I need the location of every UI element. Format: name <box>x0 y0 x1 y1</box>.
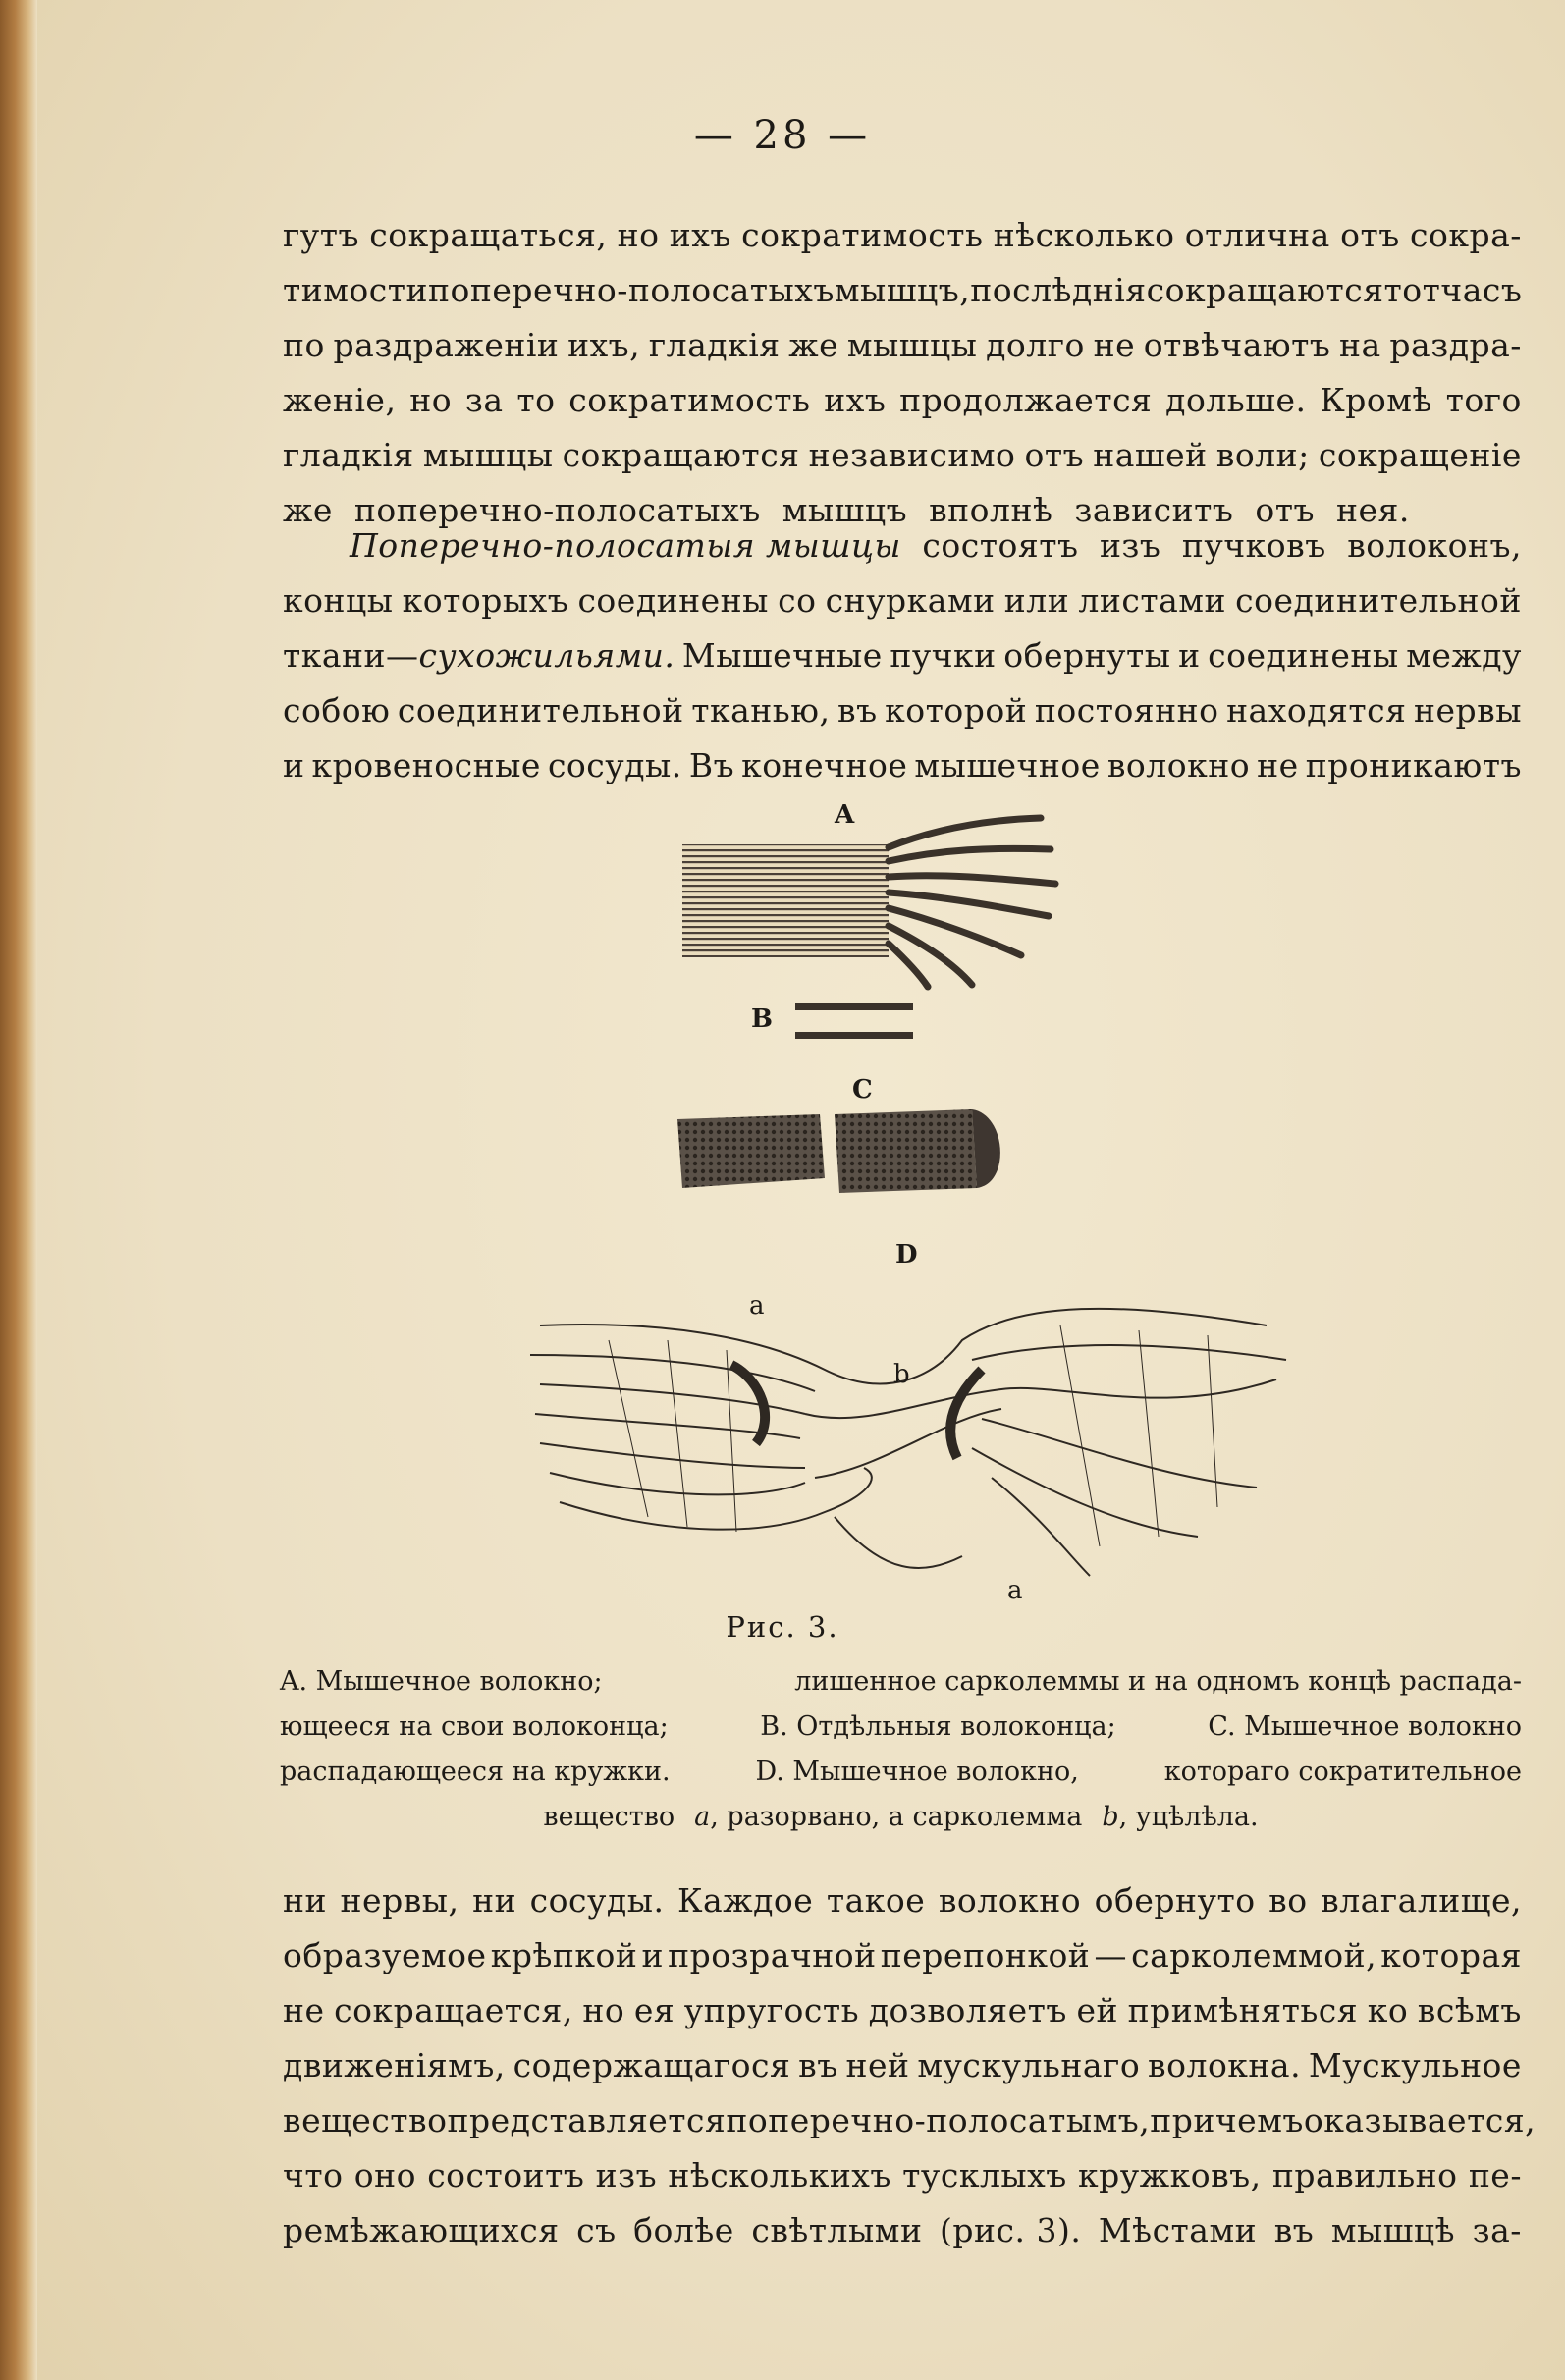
word: но <box>617 216 660 254</box>
word: болѣе <box>633 2211 734 2249</box>
word: тусклыхъ <box>902 2156 1067 2194</box>
word: Мускульное <box>1308 2046 1522 2084</box>
word: поперечно-полосатымъ, <box>726 2101 1151 2139</box>
word: всѣмъ <box>1417 1991 1522 2029</box>
text-line <box>283 373 1522 428</box>
word: прозрачной <box>668 1936 877 1974</box>
word: дозволяетъ <box>868 1991 1067 2029</box>
word: поперечно-полосатыхъ <box>428 271 835 309</box>
fiber-a <box>682 818 1055 987</box>
word: примѣняться <box>1127 1991 1359 2029</box>
label-a-lower-top: a <box>749 1291 765 1321</box>
word: по <box>283 326 325 364</box>
word: въ <box>837 691 878 730</box>
word: дольше. <box>1165 381 1307 419</box>
figure-title: Рис. 3. <box>726 1610 839 1644</box>
word: раздраженіи <box>333 326 560 364</box>
word: то <box>516 381 556 419</box>
label-b: B <box>751 1004 773 1034</box>
word: распадающееся на кружки. <box>280 1757 671 1787</box>
word: содержащагося <box>513 2046 791 2084</box>
word: кружковъ, <box>1078 2156 1262 2194</box>
text-line <box>283 2148 1522 2203</box>
word: же <box>788 326 839 364</box>
word: или <box>1003 581 1070 620</box>
word: нѣсколькихъ <box>668 2156 891 2194</box>
page-number: — 28 — <box>693 113 872 158</box>
word: сокращается, <box>334 1991 573 2029</box>
word: соединены <box>577 581 769 620</box>
text-line <box>283 2038 1522 2093</box>
word: сокращаться, <box>369 216 608 254</box>
word: постоянно <box>1034 691 1219 730</box>
word: вполнѣ <box>929 491 1053 529</box>
word: воли; <box>1215 436 1310 474</box>
word: мускульнаго <box>917 2046 1141 2084</box>
word: сократимость <box>741 216 984 254</box>
word: гладкія <box>648 326 781 364</box>
word: мышцѣ <box>1330 2211 1456 2249</box>
word: волокна. <box>1148 2046 1302 2084</box>
caption-line <box>280 1659 1522 1704</box>
text-line <box>283 518 1522 573</box>
word: за <box>464 381 504 419</box>
caption-text: , уцѣлѣла. <box>1118 1802 1259 1832</box>
word: тканью, <box>691 691 831 730</box>
word: конечное <box>741 746 908 784</box>
word: между <box>1406 636 1522 675</box>
word: образуемое <box>283 1936 487 1974</box>
word: оно <box>353 2156 416 2194</box>
word: ихъ, <box>567 326 641 364</box>
word: которая <box>1380 1936 1522 1974</box>
word: но <box>409 381 453 419</box>
word: съ <box>576 2211 617 2249</box>
text-line <box>283 573 1522 628</box>
word: не <box>1093 326 1136 364</box>
word: котораго сократительное <box>1163 1757 1522 1787</box>
word: ни <box>283 1881 327 1920</box>
fiber-c <box>677 1109 1000 1193</box>
word: вещество <box>283 2101 448 2139</box>
word: правильно <box>1271 2156 1458 2194</box>
word: которыхъ <box>402 581 569 620</box>
word: движеніямъ, <box>283 2046 506 2084</box>
text-line <box>283 428 1522 483</box>
word: поперечно-полосатыхъ <box>353 491 761 529</box>
word: состоятъ <box>922 526 1079 565</box>
word: гутъ <box>283 216 359 254</box>
label-a: A <box>835 800 855 830</box>
text-line <box>283 1928 1522 1983</box>
word: независимо <box>808 436 1016 474</box>
italic-term: сухожильями. <box>418 636 675 675</box>
caption-symbol-a: a <box>694 1802 711 1832</box>
figure-illustration <box>511 790 1296 1615</box>
word: отъ <box>1340 216 1400 254</box>
word: крѣпкой <box>490 1936 638 1974</box>
word: и <box>641 1936 664 1974</box>
text-line <box>283 318 1522 373</box>
word: сокра- <box>1409 216 1522 254</box>
word: перепонкой <box>880 1936 1091 1974</box>
word: и <box>283 746 305 784</box>
word: мышцъ <box>782 491 908 529</box>
word: мышцы <box>846 326 978 364</box>
word: не <box>283 1991 325 2029</box>
word: проникаютъ <box>1305 746 1522 784</box>
text-line <box>283 208 1522 263</box>
caption-line <box>280 1795 1522 1840</box>
fiber-d <box>530 1309 1286 1576</box>
word: ко <box>1367 1991 1409 2029</box>
word: нервы, <box>340 1881 459 1920</box>
word: нѣсколько <box>993 216 1175 254</box>
word: Въ <box>688 746 735 784</box>
word: сокращаются <box>1146 271 1384 309</box>
word: концы <box>283 581 394 620</box>
word: во <box>1268 1881 1308 1920</box>
word: B. Отдѣльныя волоконца; <box>760 1711 1116 1742</box>
word: D. Мышечное волокно, <box>755 1757 1079 1787</box>
caption-line <box>280 1704 1522 1750</box>
word: обернуты <box>1003 636 1171 675</box>
word: ея <box>633 1991 675 2029</box>
word: изъ <box>1099 526 1161 565</box>
word: Мышечные <box>681 636 883 675</box>
word: сосуды. <box>547 746 682 784</box>
word: состоитъ <box>427 2156 585 2194</box>
word: волокно <box>938 1881 1082 1920</box>
word: мышцъ, <box>834 271 971 309</box>
word: мышечное <box>914 746 1101 784</box>
word: C. Мышечное волокно <box>1208 1711 1522 1742</box>
label-a-lower-bottom: a <box>1007 1576 1023 1605</box>
word: и <box>1178 636 1201 675</box>
word: Каждое <box>677 1881 814 1920</box>
word: оказывается, <box>1303 2101 1537 2139</box>
word: на <box>1339 326 1381 364</box>
word: сокращеніе <box>1318 436 1522 474</box>
word: нервы <box>1413 691 1522 730</box>
figure-caption <box>280 1659 1522 1840</box>
word: ихъ <box>824 381 887 419</box>
word: листами <box>1078 581 1226 620</box>
label-d: D <box>895 1240 918 1270</box>
text-line <box>283 683 1522 738</box>
italic-term: Поперечно-полосатыя мышцы <box>350 526 901 565</box>
word: раздра- <box>1389 326 1522 364</box>
word: не <box>1257 746 1299 784</box>
caption-text: вещество <box>543 1802 675 1832</box>
word: снурками <box>825 581 996 620</box>
word: женіе, <box>283 381 397 419</box>
paragraph-bottom <box>283 1873 1537 2258</box>
word: ей <box>1076 1991 1118 2029</box>
word: мышцы <box>422 436 554 474</box>
word: что <box>283 2156 344 2194</box>
word: отъ <box>1255 491 1316 529</box>
word: нашей <box>1093 436 1208 474</box>
caption-text: , разорвано, а сарколемма <box>710 1802 1083 1832</box>
word: тимости <box>283 271 429 309</box>
word: за- <box>1472 2211 1522 2249</box>
text-fragment: ткани— <box>283 636 419 675</box>
word: пучковъ <box>1181 526 1326 565</box>
word: соединены <box>1208 636 1399 675</box>
caption-line <box>280 1750 1522 1795</box>
word: но <box>582 1991 625 2029</box>
word: отвѣчаютъ <box>1143 326 1331 364</box>
book-spine-edge <box>0 0 37 2380</box>
word: же <box>283 491 333 529</box>
fibrils-b <box>795 1003 913 1039</box>
word: пе- <box>1468 2156 1522 2194</box>
word: ихъ <box>669 216 731 254</box>
word: того <box>1445 381 1522 419</box>
word: нея. <box>1336 491 1410 529</box>
text-line <box>283 1873 1522 1928</box>
word: находятся <box>1226 691 1407 730</box>
word: соединительной <box>1235 581 1522 620</box>
paragraph-striated-muscles <box>283 518 1522 793</box>
word: сократимость <box>568 381 811 419</box>
word: зависитъ <box>1074 491 1234 529</box>
label-b-lower: b <box>893 1360 910 1389</box>
word: влагалище, <box>1321 1881 1522 1920</box>
word: волоконъ, <box>1347 526 1522 565</box>
word: изъ <box>595 2156 658 2194</box>
word: соединительной <box>397 691 684 730</box>
caption-symbol-b: b <box>1102 1802 1119 1832</box>
word: A. Мышечное волокно; <box>280 1666 603 1697</box>
word: послѣднія <box>970 271 1147 309</box>
word: въ <box>1273 2211 1315 2249</box>
word: которой <box>885 691 1028 730</box>
word: собою <box>283 691 391 730</box>
word: лишенное сарколеммы и на одномъ концѣ распада- <box>794 1666 1522 1697</box>
word: сосуды. <box>529 1881 665 1920</box>
word: обернуто <box>1094 1881 1256 1920</box>
word: ни <box>472 1881 517 1920</box>
text-line <box>283 1983 1522 2038</box>
word: ремѣжающихся <box>283 2211 560 2249</box>
word: пучки <box>890 636 997 675</box>
text-line <box>283 2093 1537 2148</box>
word: кровеносные <box>311 746 541 784</box>
word: со <box>778 581 817 620</box>
word: ней <box>845 2046 910 2084</box>
word: (рис. 3). <box>940 2211 1082 2249</box>
label-c: C <box>852 1075 873 1105</box>
word: продолжается <box>899 381 1153 419</box>
word: представляется <box>447 2101 727 2139</box>
paragraph-top <box>283 208 1522 538</box>
text-line <box>283 263 1522 318</box>
text-line <box>283 2203 1522 2258</box>
word: свѣтлыми <box>751 2211 923 2249</box>
word: причемъ <box>1150 2101 1304 2139</box>
word: — <box>1094 1936 1127 1974</box>
word: сокращаются <box>562 436 800 474</box>
word: гладкія <box>283 436 414 474</box>
text-line <box>283 738 1522 793</box>
figure-muscle-fibers <box>511 790 1296 1615</box>
word: упругость <box>683 1991 860 2029</box>
word: Мѣстами <box>1098 2211 1258 2249</box>
text-line <box>283 628 1522 683</box>
word: волокно <box>1106 746 1251 784</box>
word: въ <box>798 2046 838 2084</box>
word: отлична <box>1184 216 1330 254</box>
word: ющееся на свои волоконца; <box>280 1711 669 1742</box>
word: тотчасъ <box>1383 271 1523 309</box>
word: сарколеммой, <box>1131 1936 1377 1974</box>
word: такое <box>826 1881 926 1920</box>
word: Кромѣ <box>1320 381 1432 419</box>
word: отъ <box>1024 436 1085 474</box>
word: долго <box>986 326 1085 364</box>
